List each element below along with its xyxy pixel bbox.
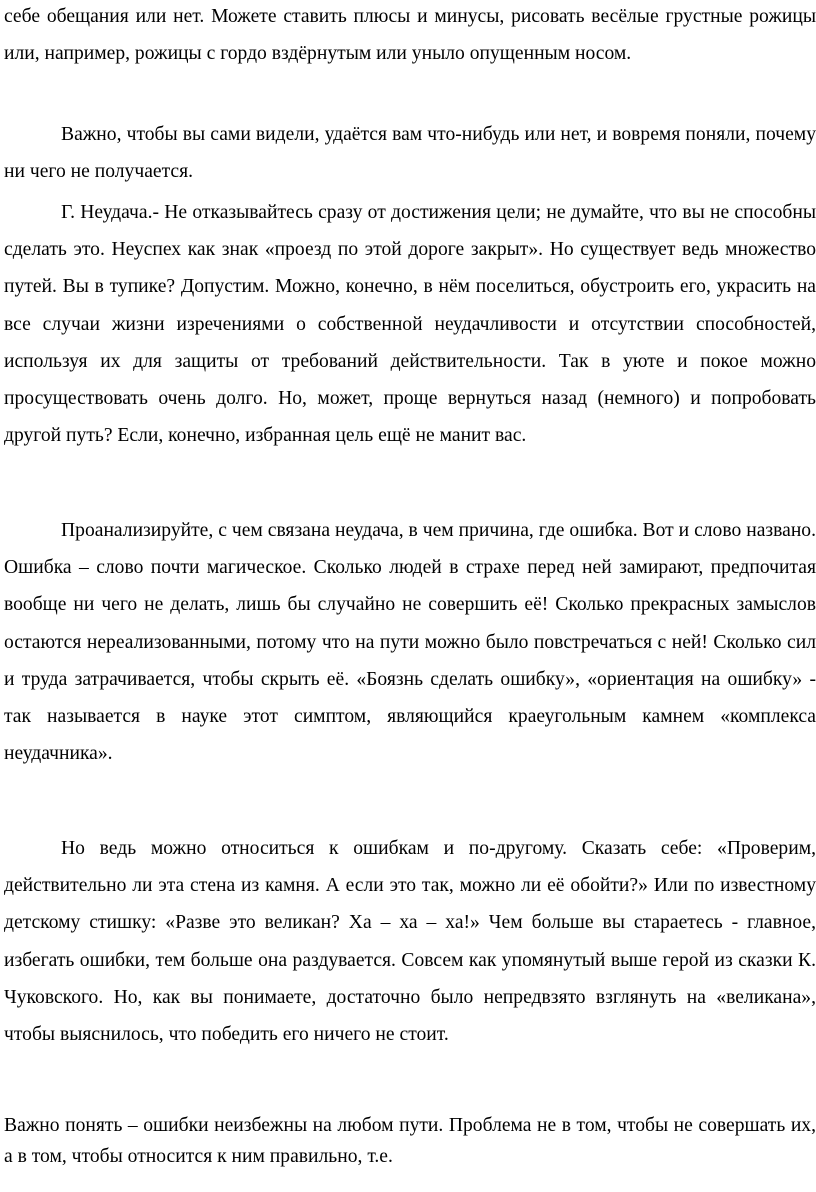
paragraph-6: Важно понять – ошибки неизбежны на любом пути. Проблема не в том, чтобы не совершать их, а в том, чтобы относится к ним правильно, т.е.	[4, 1115, 816, 1167]
paragraph-2: Важно, чтобы вы сами видели, удаётся вам что-нибудь или нет, и вовремя поняли, почему ни чего не получается.	[4, 124, 816, 183]
paragraph-5: Но ведь можно относиться к ошибкам и по-другому. Сказать себе: «Проверим, действительно ли эта стена из камня. А если это так, можно ли её обойти?» Или по известному детскому стишку: «Разве это великан? Ха – ха – ха!» Чем больше вы стараетесь - главное, избегать ошибки, тем больше она раздувается. Совсем как упомянутый выше герой из сказки К. Чуковского. Но, как вы понимаете, достаточно было непредвзято взглянуть на «великана», чтобы выяснилось, что победить его ничего не стоит.	[4, 838, 816, 1046]
paragraph-3: Г. Неудача.- Не отказывайтесь сразу от достижения цели; не думайте, что вы не способны сделать это. Неуспех как знак «проезд по этой дороге закрыт». Но существует ведь множество путей. Вы в тупике? Допустим. Можно, конечно, в нём поселиться, обустроить его, украсить на все случаи жизни изречениями о собственной неудачливости и отсутствии способностей, используя их для защиты от требований действительности. Так в уюте и покое можно просуществовать очень долго. Но, может, проще вернуться назад (немного) и попробовать другой путь? Если, конечно, избранная цель ещё не манит вас.	[4, 202, 816, 447]
paragraph-4: Проанализируйте, с чем связана неудача, в чем причина, где ошибка. Вот и слово названо. Ошибка – слово почти магическое. Сколько людей в страхе перед ней замирают, предпочитая вообще ни чего не делать, лишь бы случайно не совершить её! Сколько прекрасных замыслов остаются нереализованными, потому что на пути можно было повстречаться с ней! Сколько сил и труда затрачивается, чтобы скрыть её. «Боязнь сделать ошибку», «ориентация на ошибку» - так называется в науке этот симптом, являющийся краеугольным камнем «комплекса неудачника».	[4, 520, 816, 765]
paragraph-1: себе обещания или нет. Можете ставить плюсы и минусы, рисовать весёлые грустные рожицы или, например, рожицы с гордо вздёрнутым или уныло опущенным носом.	[4, 6, 816, 65]
